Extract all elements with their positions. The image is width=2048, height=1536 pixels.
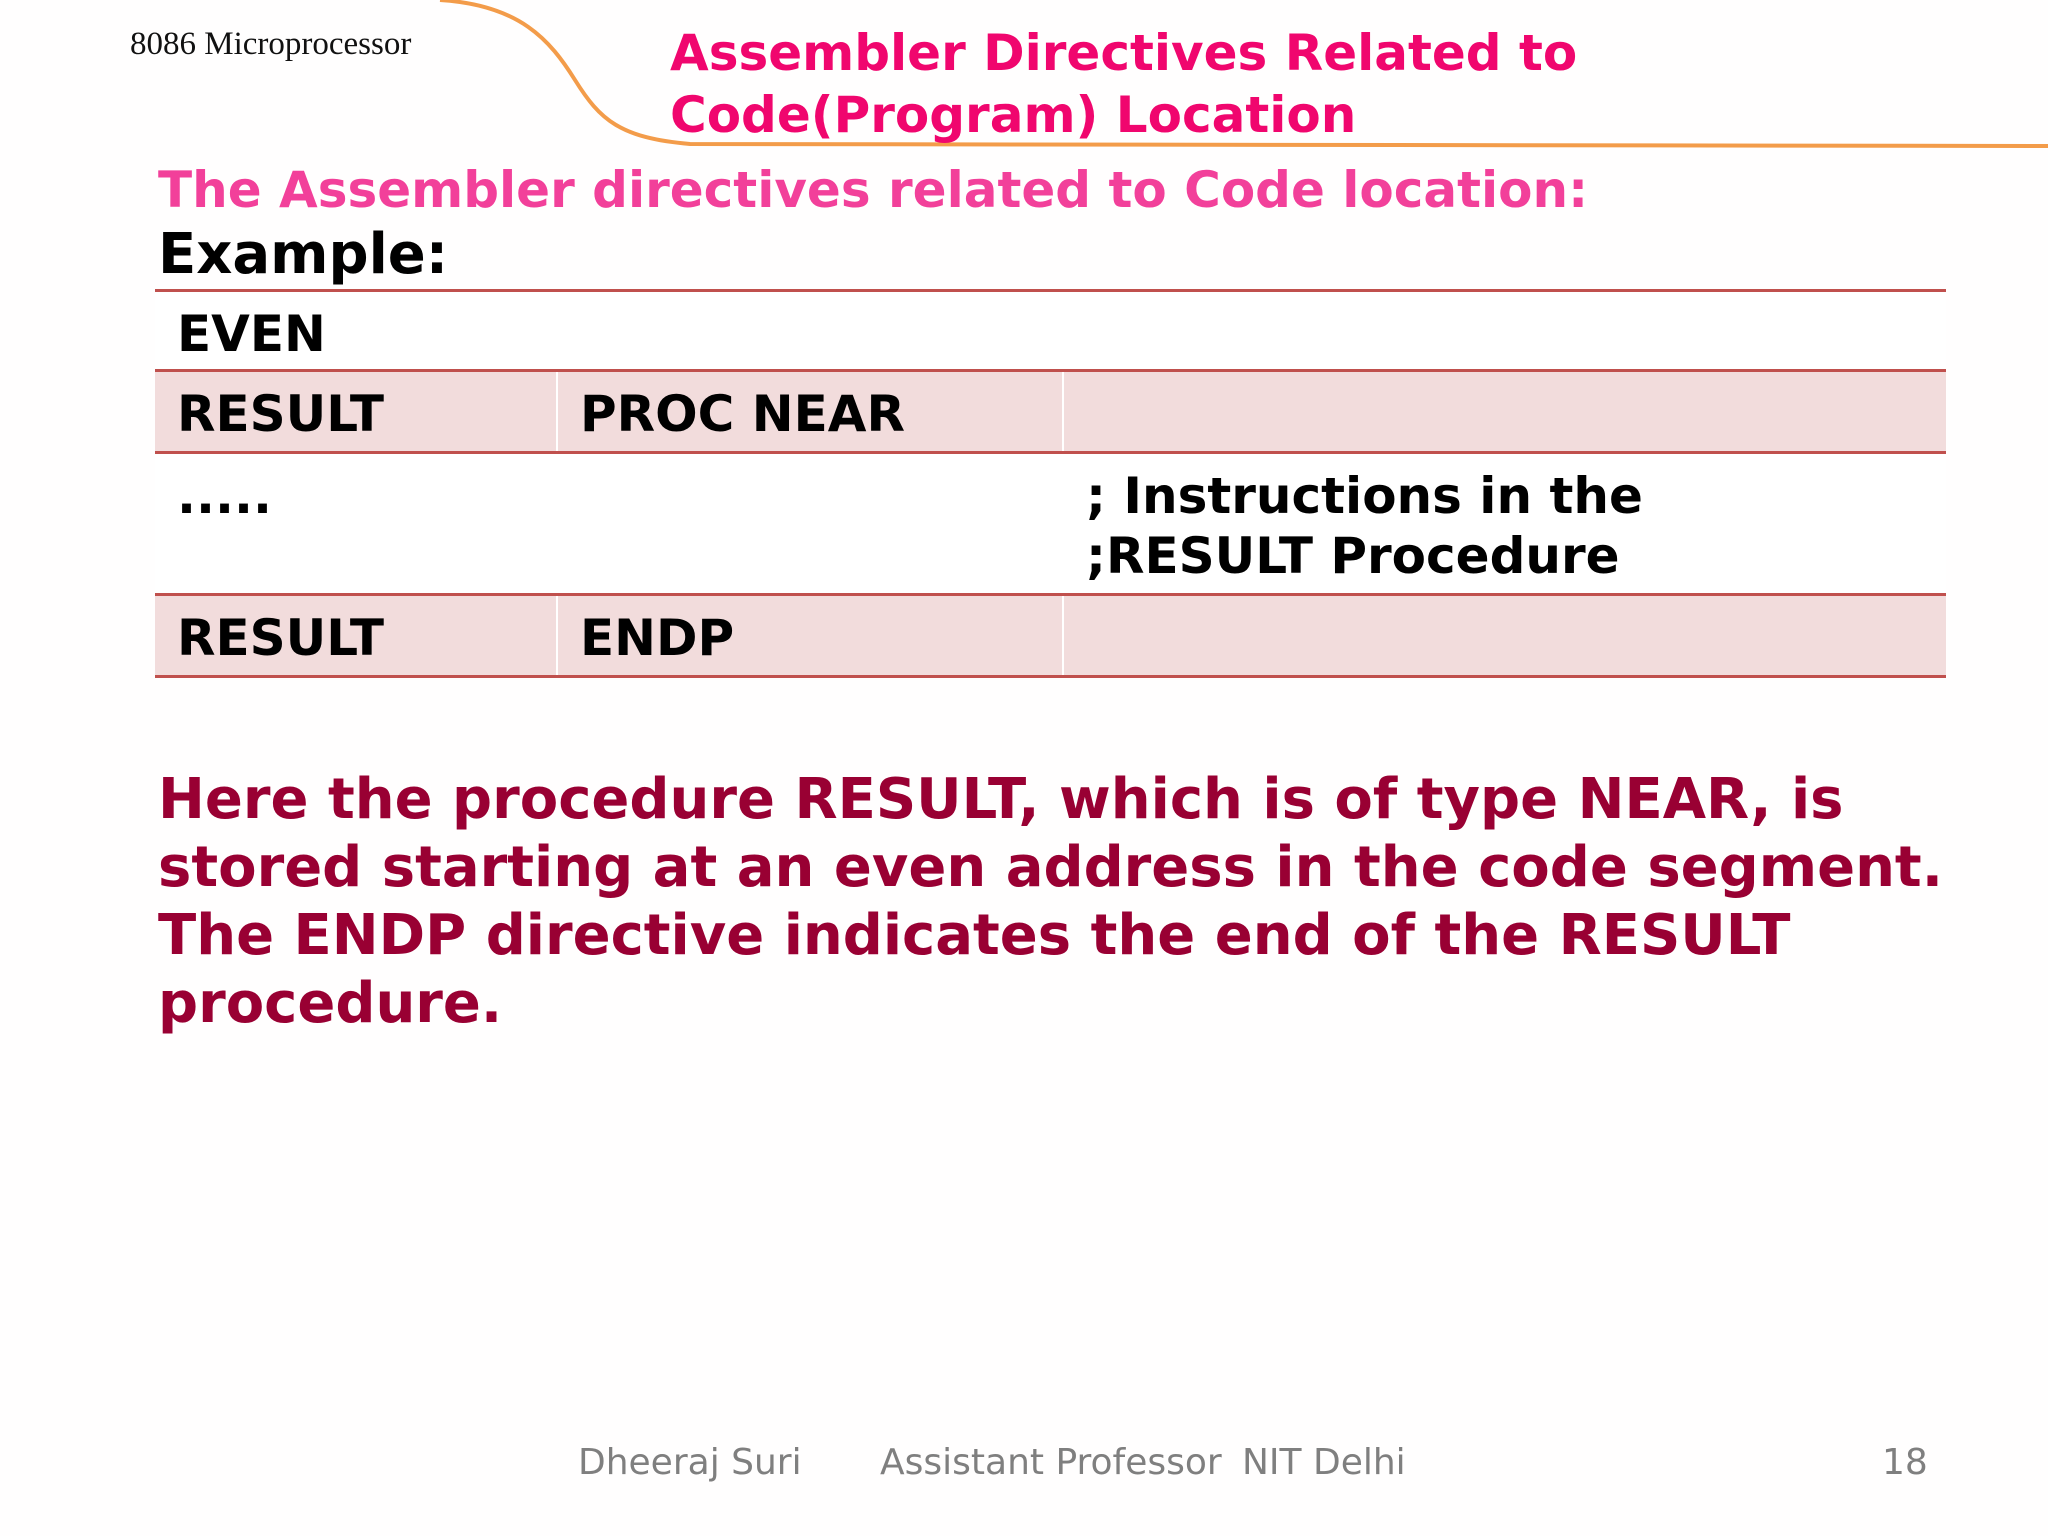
section-subtitle: The Assembler directives related to Code location: [158,161,1589,219]
code-cell-comment [1063,453,1946,595]
code-cell-label: ..... [155,453,557,595]
table-row [155,291,1946,371]
slide-title-line-1: Assembler Directives Related to [670,24,1578,82]
footer-institution: NIT Delhi [1242,1442,1406,1483]
footer-author: Dheeraj Suri [578,1442,802,1483]
slide-title [670,22,1970,146]
table-row [155,595,1946,677]
code-cell-directive [557,453,1063,595]
code-cell-directive: PROC NEAR [557,371,1063,453]
table-row [155,453,1946,595]
footer-role: Assistant Professor [880,1442,1222,1483]
comment-line-1: ; Instructions in the [1086,467,1643,525]
course-label: 8086 Microprocessor [130,26,412,62]
comment-line-2: ;RESULT Procedure [1086,527,1620,585]
code-cell-directive: ENDP [557,595,1063,677]
slide-title-line-2: Code(Program) Location [670,86,1357,144]
code-cell-label: EVEN [155,291,557,371]
code-cell-comment [1063,291,1946,371]
explanation-line-1: Here the procedure RESULT, which is of type NEAR, is [158,767,1844,832]
code-example-table [155,289,1946,678]
explanation-line-4: procedure. [158,971,503,1036]
example-label: Example: [158,222,449,287]
table-row [155,371,1946,453]
code-cell-comment [1063,595,1946,677]
code-cell-label: RESULT [155,371,557,453]
code-cell-comment [1063,371,1946,453]
code-cell-label: RESULT [155,595,557,677]
explanation-line-2: stored starting at an even address in the code segment. [158,835,1943,900]
code-cell-directive [557,291,1063,371]
explanation-line-3: The ENDP directive indicates the end of the RESULT [158,903,1791,968]
footer-page-number: 18 [1882,1442,1928,1483]
explanation-paragraph [158,766,2018,1038]
